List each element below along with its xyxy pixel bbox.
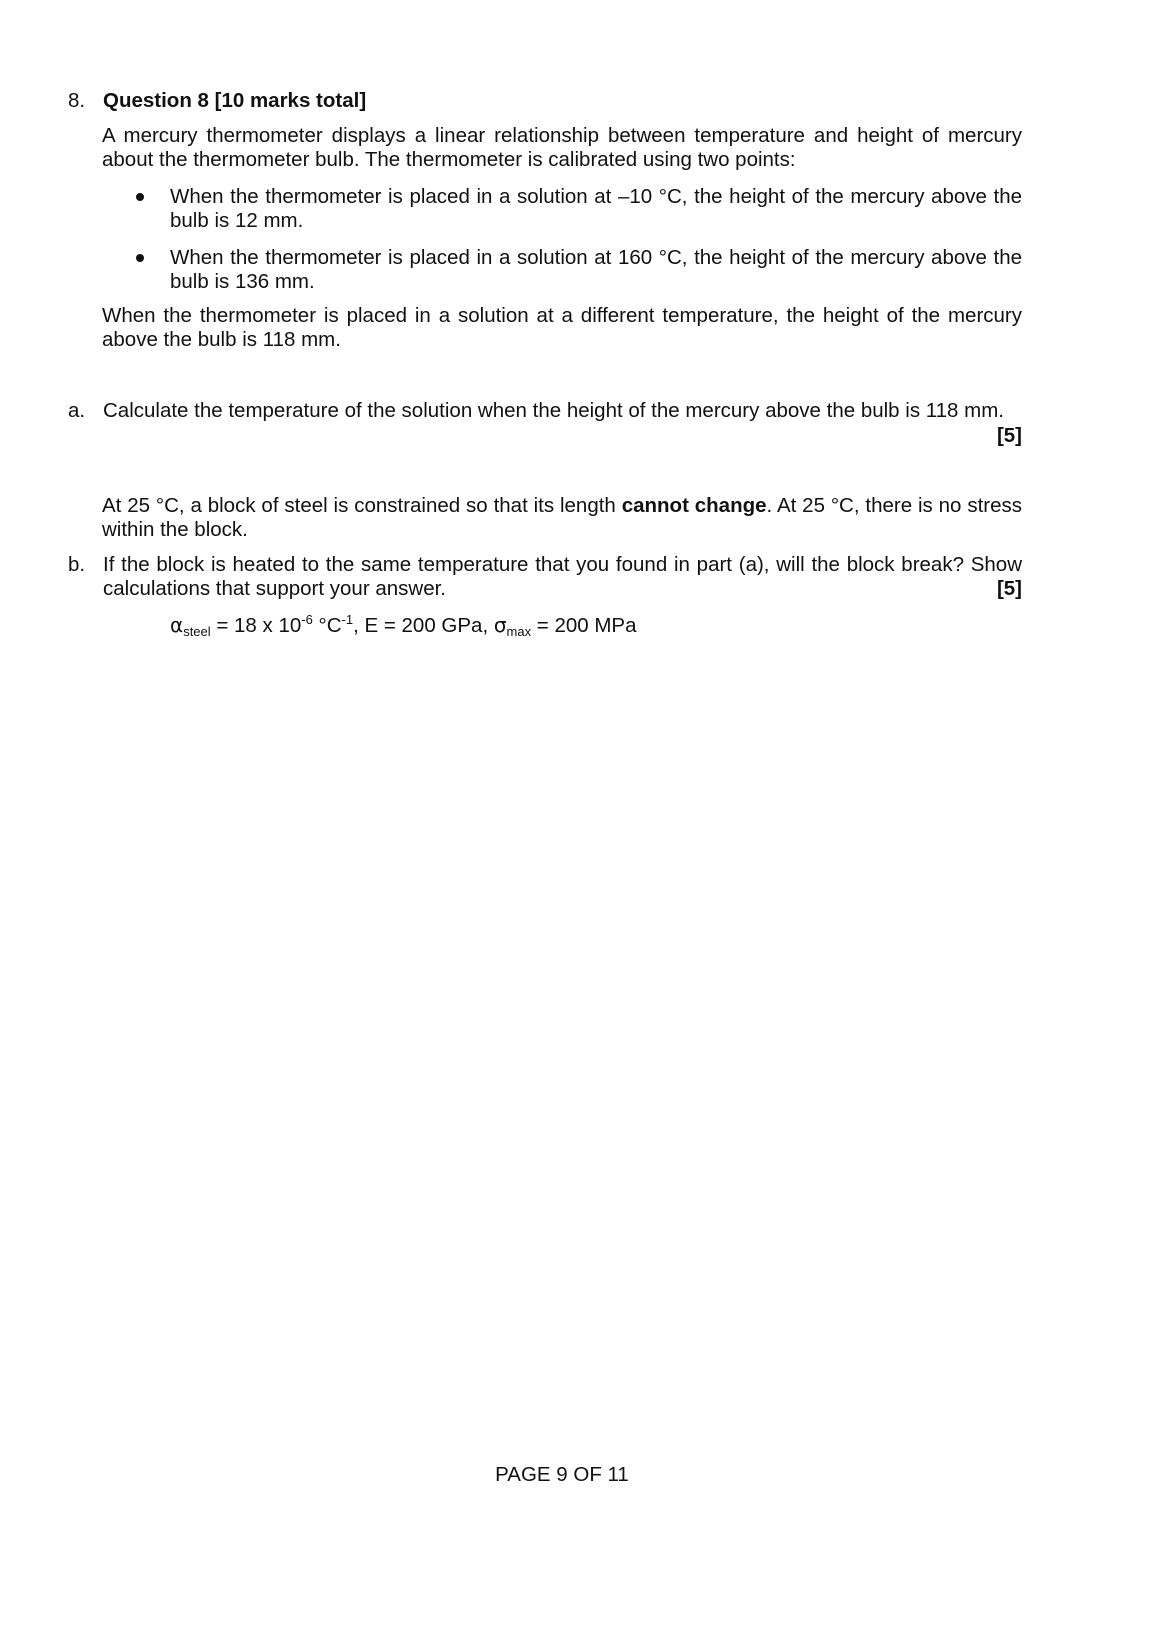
question-followup: When the thermometer is placed in a solution at a different temperature, the height of the mercury above the bulb is 118 mm. <box>102 304 1022 351</box>
part-b-text: If the block is heated to the same temperature that you found in part (a), will the block break? Show calculations that support your answer. <box>103 553 1022 600</box>
given-constants <box>170 613 637 638</box>
bullet-item-1: When the thermometer is placed in a solution at –10 °C, the height of the mercury above the bulb is 12 mm. <box>170 185 1022 232</box>
question-number: 8. <box>68 89 86 112</box>
context-text-after: . At 25 °C, there is no stress within the block. <box>102 494 1022 541</box>
question-intro: A mercury thermometer displays a linear relationship between temperature and height of mercury about the thermometer bulb. The thermometer is calibrated using two points: <box>102 124 1022 171</box>
sigma-value: = 200 MPa <box>531 614 637 637</box>
part-a-label: a. <box>68 399 86 422</box>
sigma-symbol: σ <box>493 613 507 637</box>
part-b-context <box>102 494 1022 542</box>
alpha-symbol: α <box>170 613 184 637</box>
bullet-item-2: When the thermometer is placed in a solution at 160 °C, the height of the mercury above the bulb is 136 mm. <box>170 246 1022 293</box>
alpha-value: = 18 x 10 <box>210 614 302 637</box>
part-b-label: b. <box>68 553 86 576</box>
alpha-subscript: steel <box>183 624 211 639</box>
alpha-unit: °C <box>312 614 342 637</box>
bullet-dot-1 <box>136 193 144 201</box>
part-b-marks: [5] <box>996 577 1022 600</box>
alpha-unit-exponent: -1 <box>341 612 354 627</box>
context-emphasis: cannot change <box>621 494 767 517</box>
sigma-subscript: max <box>506 624 532 639</box>
page-footer: PAGE 9 OF 11 <box>495 1463 629 1486</box>
bullet-dot-2 <box>136 254 144 262</box>
modulus-value: , E = 200 GPa, <box>353 614 494 637</box>
part-a-text: Calculate the temperature of the solution when the height of the mercury above the bulb is 118 mm. <box>103 399 1004 422</box>
part-a-marks: [5] <box>996 424 1022 447</box>
question-title: Question 8 [10 marks total] <box>103 89 367 112</box>
context-text-before: At 25 °C, a block of steel is constrained so that its length <box>102 494 622 517</box>
alpha-exponent: -6 <box>301 612 313 627</box>
